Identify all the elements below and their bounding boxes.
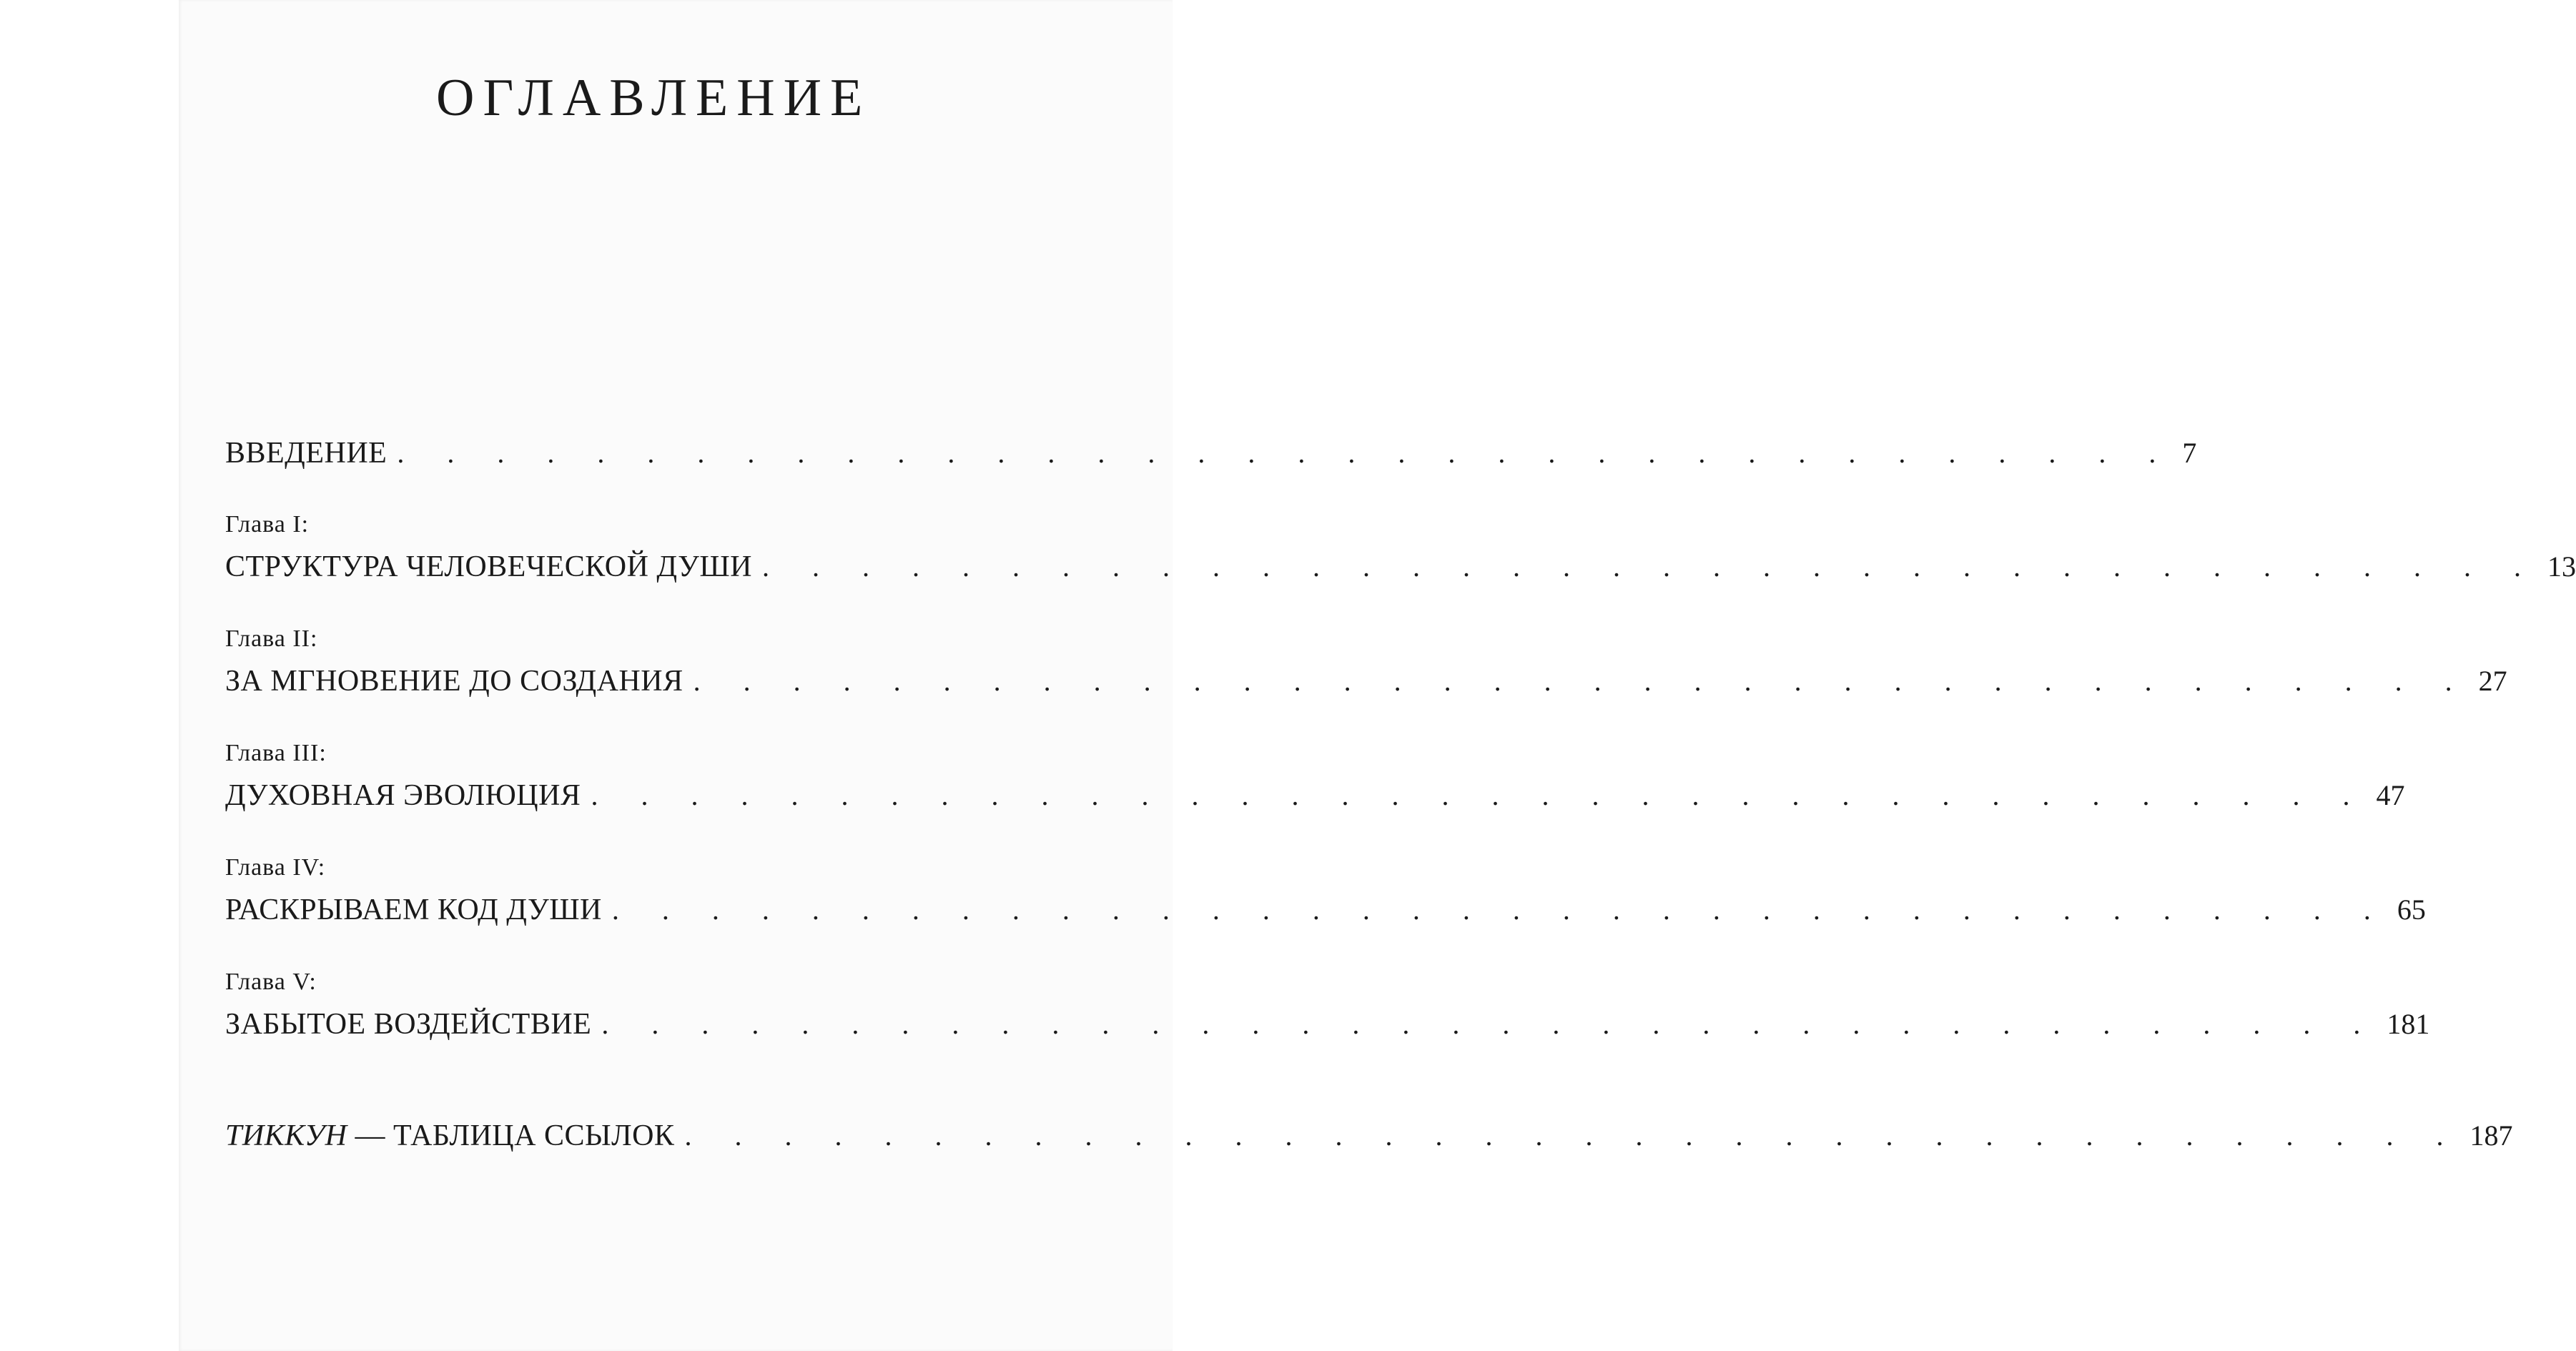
toc-entry-tikkun	[225, 1119, 2513, 1153]
toc-entry-heading	[225, 1119, 674, 1153]
dot-leader: . . . . . . . . . . . . . . . . . . . . . . . . . . . . . . . . . . . .	[611, 894, 2389, 926]
toc-entry-heading: ВВЕДЕНИЕ	[225, 437, 388, 470]
chapter-label: Глава IV:	[225, 854, 326, 881]
toc-entry-heading-italic: ТИККУН	[225, 1119, 347, 1152]
dot-leader: . . . . . . . . . . . . . . . . . . . . . . . . . . . . . . . . . . . .	[693, 665, 2470, 697]
dot-leader: . . . . . . . . . . . . . . . . . . . . . . . . . . . . . . . . . . . .	[397, 437, 2174, 469]
toc-entry-heading: ЗАБЫТОЕ ВОЗДЕЙСТВИЕ	[225, 1008, 592, 1041]
toc-entry-chapter-5	[225, 969, 2430, 1041]
dot-leader: . . . . . . . . . . . . . . . . . . . . . . . . . . . . . . . . . . . .	[684, 1119, 2462, 1152]
dot-leader: . . . . . . . . . . . . . . . . . . . . . . . . . . . . . . . . . . . .	[762, 550, 2540, 583]
toc-entry-page-number: 181	[2387, 1008, 2430, 1040]
page-title: ОГЛАВЛЕНИЕ	[436, 69, 872, 127]
toc-entry-heading: ДУХОВНАЯ ЭВОЛЮЦИЯ	[225, 779, 581, 812]
toc-entry-chapter-4	[225, 854, 2426, 927]
dot-leader: . . . . . . . . . . . . . . . . . . . . . . . . . . . . . . . . . . . .	[601, 1008, 2379, 1040]
toc-entry-chapter-1	[225, 511, 2576, 584]
toc-entry-page-number: 7	[2182, 437, 2197, 469]
chapter-label: Глава I:	[225, 511, 310, 538]
toc-entry-chapter-2	[225, 625, 2507, 698]
toc-entry-page-number: 13	[2547, 550, 2576, 583]
toc-entry-heading: РАСКРЫВАЕМ КОД ДУШИ	[225, 894, 602, 926]
toc-entry-introduction	[225, 436, 2197, 470]
chapter-label: Глава V:	[225, 969, 317, 995]
chapter-label: Глава II:	[225, 625, 318, 652]
book-page	[179, 0, 2576, 1351]
toc-entry-page-number: 65	[2397, 894, 2426, 926]
toc-entry-heading-rest: — ТАБЛИЦА ССЫЛОК	[347, 1119, 675, 1152]
toc-entry-heading: СТРУКТУРА ЧЕЛОВЕЧЕСКОЙ ДУШИ	[225, 550, 753, 583]
toc-entry-chapter-3	[225, 740, 2405, 813]
toc-entry-page-number: 47	[2376, 779, 2405, 811]
toc-entry-heading: ЗА МГНОВЕНИЕ ДО СОЗДАНИЯ	[225, 665, 684, 698]
toc-entry-page-number: 27	[2478, 665, 2507, 697]
dot-leader: . . . . . . . . . . . . . . . . . . . . . . . . . . . . . . . . . . . .	[591, 779, 2368, 811]
chapter-label: Глава III:	[225, 740, 327, 766]
toc-entry-page-number: 187	[2469, 1119, 2513, 1152]
